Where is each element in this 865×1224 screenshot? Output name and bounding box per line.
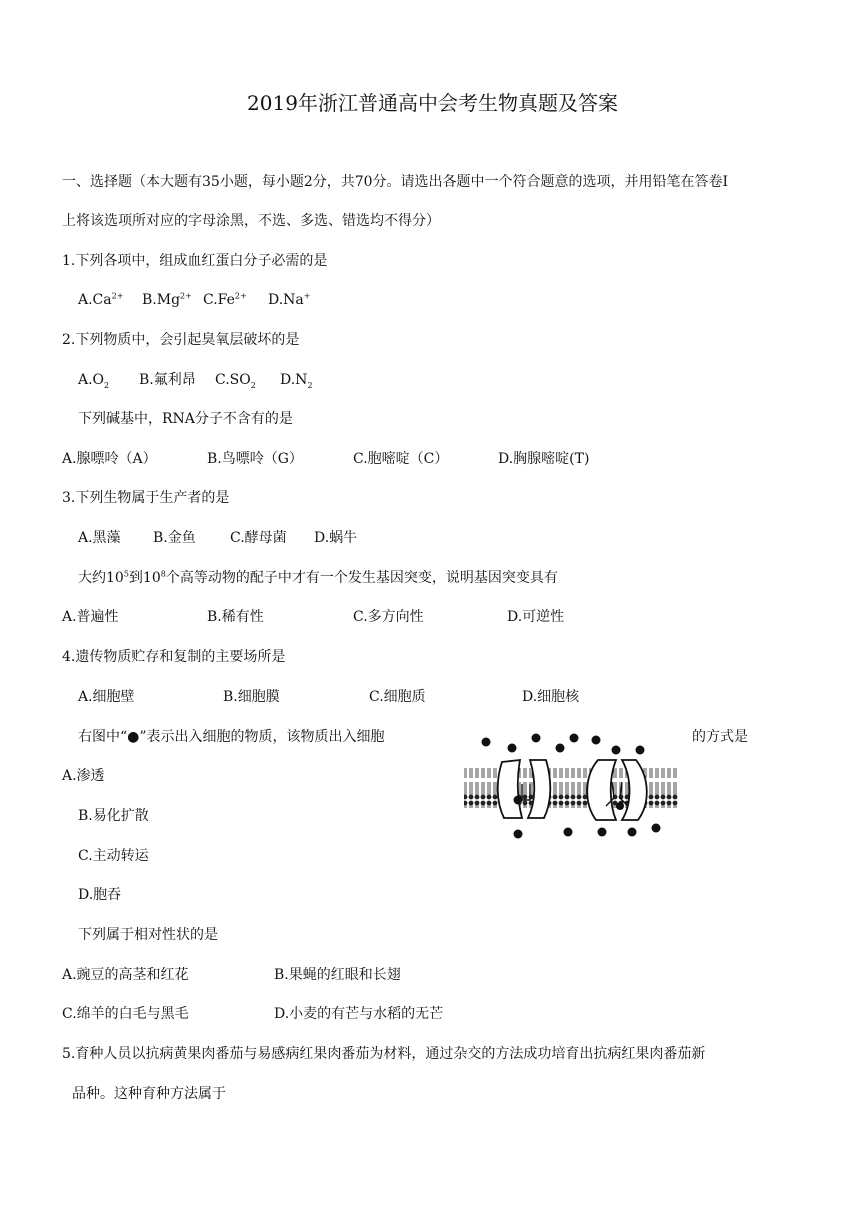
solute-dot: [482, 738, 491, 747]
solute-dot: [532, 734, 541, 743]
question-mutation-option-d: D.可逆性: [507, 609, 565, 625]
question-figure-option-a: A.渗透: [62, 768, 105, 784]
solute-dot: [514, 830, 523, 839]
question-4-stem: 4.遗传物质贮存和复制的主要场所是: [62, 649, 286, 665]
question-1-option-d: D.Na+: [268, 291, 311, 308]
question-rna-option-a: A.腺嘌呤（A）: [62, 451, 157, 467]
solute-dot: [598, 828, 607, 837]
solute-dot: [556, 744, 565, 753]
question-mutation-option-c: C.多方向性: [353, 609, 424, 625]
question-2-stem: 2.下列物质中，会引起臭氧层破坏的是: [62, 332, 300, 348]
page-title: 2019年浙江普通高中会考生物真题及答案: [247, 91, 618, 115]
question-mutation-option-a: A.普遍性: [62, 609, 119, 625]
solute-dot: [570, 734, 579, 743]
question-2-option-c: $C.SO_2$: [215, 372, 256, 390]
question-2-option-b: B.氟利昂: [139, 372, 196, 388]
question-4-option-d: D.细胞核: [522, 689, 580, 705]
solute-dot: [508, 744, 517, 753]
question-5-stem-line2: 品种。这种育种方法属于: [72, 1086, 226, 1102]
question-3-option-c: C.酵母菌: [230, 530, 287, 546]
question-mutation-option-b: B.稀有性: [207, 609, 264, 625]
question-2-option-d: $D.N_2$: [280, 372, 313, 390]
question-figure-option-b: B.易化扩散: [78, 808, 149, 824]
solute-dot: [628, 828, 637, 837]
question-rna-option-d: D.胸腺嘧啶(T): [498, 451, 590, 467]
question-3-stem: 3.下列生物属于生产者的是: [62, 490, 230, 506]
question-4-option-c: C.细胞质: [369, 689, 426, 705]
solute-dot: [564, 828, 573, 837]
question-1-option-b: $B.Mg^{2+}$: [142, 291, 192, 308]
question-1-option-c: $C.Fe^{2+}$: [203, 291, 247, 308]
question-1-stem: 1.下列各项中，组成血红蛋白分子必需的是: [62, 253, 328, 269]
section-instructions-line1: 一、选择题（本大题有35小题，每小题2分，共70分。请选出各题中一个符合题意的选项，并用铅笔在答卷Ⅰ: [62, 174, 729, 190]
question-4-option-b: B.细胞膜: [223, 689, 280, 705]
question-rna-option-c: C.胞嘧啶（C）: [353, 451, 449, 467]
solute-dot: [636, 746, 645, 755]
solute-dot: [652, 824, 661, 833]
question-rna-option-b: B.鸟嘌呤（G）: [207, 451, 303, 467]
question-trait-option-b: B.果蝇的红眼和长翅: [274, 967, 401, 983]
question-4-option-a: A.细胞壁: [78, 689, 135, 705]
question-figure-stem-right: 的方式是: [692, 729, 748, 745]
question-1-option-a: $A.Ca^{2+}$: [78, 291, 124, 308]
cell-membrane-figure: [456, 720, 686, 850]
question-trait-option-d: D.小麦的有芒与水稻的无芒: [274, 1006, 444, 1022]
question-figure-option-c: C.主动转运: [78, 848, 149, 864]
question-mutation-stem: 大约$10^5$到$10^8$个高等动物的配子中才有一个发生基因突变，说明基因突变具有: [78, 569, 558, 586]
question-3-option-a: A.黑藻: [78, 530, 121, 546]
solute-dot: [514, 796, 523, 805]
question-5-stem-line1: 5.育种人员以抗病黄果肉番茄与易感病红果肉番茄为材料，通过杂交的方法成功培育出抗病红果肉番茄新: [62, 1046, 706, 1062]
question-figure-stem-left: 右图中“●”表示出入细胞的物质，该物质出入细胞: [78, 729, 385, 745]
solute-dot: [616, 802, 624, 810]
question-trait-stem: 下列属于相对性状的是: [78, 927, 218, 943]
section-instructions-line2: 上将该选项所对应的字母涂黑，不选、多选、错选均不得分）: [62, 213, 440, 229]
question-3-option-b: B.金鱼: [153, 530, 196, 546]
question-trait-option-a: A.豌豆的高茎和红花: [62, 967, 189, 983]
question-figure-option-d: D.胞吞: [78, 887, 122, 903]
solute-dot: [612, 746, 621, 755]
question-2-option-a: $A.O_2$: [78, 372, 110, 390]
question-trait-option-c: C.绵羊的白毛与黑毛: [62, 1006, 189, 1022]
question-3-option-d: D.蜗牛: [314, 530, 358, 546]
question-rna-stem: 下列碱基中，RNA分子不含有的是: [78, 411, 293, 427]
solute-dot: [592, 736, 601, 745]
